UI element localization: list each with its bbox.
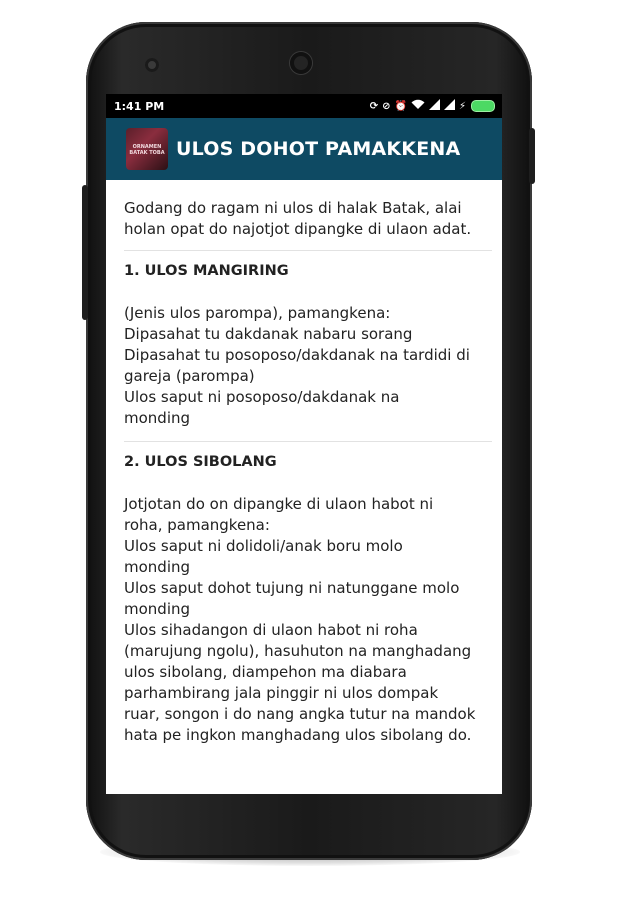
intro-paragraph (124, 198, 492, 251)
mute-icon: ⊘ (382, 100, 391, 112)
section-line: parhambirang jala pinggir ni ulos dompak (124, 684, 439, 702)
section-ulos-sibolang (124, 442, 492, 758)
section-line: Ulos saput ni dolidoli/anak boru molo (124, 537, 403, 555)
section-line: (Jenis ulos parompa), pamangkena: (124, 304, 391, 322)
section-line: ruar, songon i do nang angka tutur na mandok (124, 705, 476, 723)
section-line: ulos sibolang, diampehon ma diabara (124, 663, 407, 681)
wifi-icon (411, 99, 425, 113)
volume-button (82, 185, 88, 320)
section-line: monding (124, 558, 191, 576)
sync-icon: ⟳ (369, 100, 379, 112)
status-bar (106, 94, 502, 118)
intro-line: holan opat do najotjot dipangke di ulaon adat. (124, 220, 472, 238)
section-title: 2. ULOS SIBOLANG (124, 454, 277, 470)
phone-screen (106, 94, 502, 794)
intro-line: Godang do ragam ni ulos di halak Batak, alai (124, 199, 462, 217)
section-title: 1. ULOS MANGIRING (124, 263, 289, 279)
section-line: Dipasahat tu posoposo/dakdanak na tardidi di (124, 346, 470, 364)
section-line: Ulos saput dohot tujung ni natunggane molo (124, 579, 460, 597)
section-line: Ulos saput ni posoposo/dakdanak na (124, 388, 400, 406)
section-line: gareja (parompa) (124, 367, 255, 385)
section-line: monding (124, 600, 191, 618)
section-line: Jotjotan do on dipangke di ulaon habot ni (124, 495, 434, 513)
app-logo-text: ORNAMEN BATAK TOBA (129, 144, 165, 156)
charging-icon: ⚡ (458, 100, 466, 112)
app-title: ULOS DOHOT PAMAKKENA (176, 138, 461, 160)
front-camera-icon (290, 52, 312, 74)
alarm-icon: ⏰ (394, 100, 407, 112)
section-line: roha, pamangkena: (124, 516, 270, 534)
article-content[interactable] (106, 198, 502, 758)
speaker-icon (145, 58, 159, 72)
battery-icon (472, 101, 494, 111)
signal-icon (429, 99, 440, 113)
app-logo (126, 128, 168, 170)
app-bar (106, 118, 502, 180)
section-ulos-mangiring (124, 251, 492, 442)
signal-icon (444, 99, 455, 113)
section-line: monding (124, 409, 191, 427)
section-line: hata pe ingkon manghadang ulos sibolang do. (124, 726, 472, 744)
power-button (529, 128, 535, 184)
section-line: (marujung ngolu), hasuhuton na manghadang (124, 642, 472, 660)
status-time: 1:41 PM (114, 99, 165, 113)
section-line: Ulos sihadangon di ulaon habot ni roha (124, 621, 418, 639)
status-icons (370, 99, 494, 113)
section-line: Dipasahat tu dakdanak nabaru sorang (124, 325, 413, 343)
